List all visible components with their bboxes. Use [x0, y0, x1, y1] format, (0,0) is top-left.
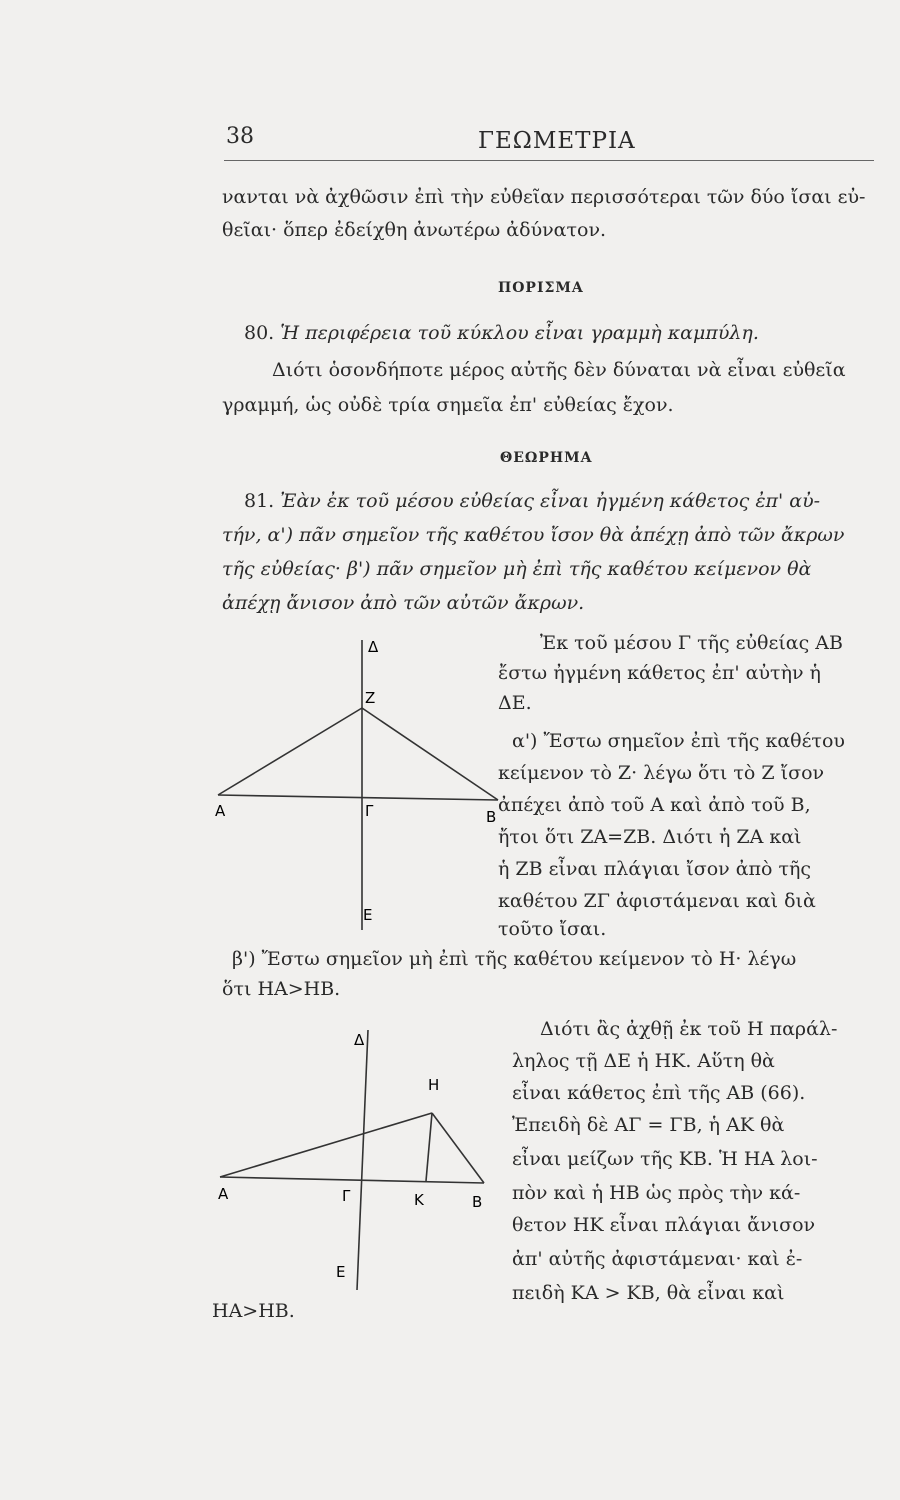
conclusion: ΗΑ>ΗΒ.: [212, 1300, 295, 1322]
fig2-label-B: B: [472, 1193, 483, 1211]
proof-a-line: ΔΕ.: [498, 692, 532, 714]
page-number: 38: [226, 124, 254, 149]
segment-HK: [426, 1113, 432, 1181]
figure-1: [200, 630, 510, 950]
segment-ZB: [362, 708, 498, 800]
proof-b-line: πειδὴ ΚΑ > ΚΒ, θὰ εἶναι καὶ: [512, 1282, 785, 1304]
fig2-label-E: E: [336, 1263, 346, 1281]
theorema-line-2: τήν, α') πᾶν σημεῖον τῆς καθέτου ἴσον θὰ ἀπέχῃ ἀπὸ τῶν ἄκρων: [222, 524, 845, 546]
porisma-statement: [244, 318, 759, 349]
porisma-heading: ΠΟΡΙΣΜΑ: [498, 280, 584, 296]
proof-a-line: α') Ἔστω σημεῖον ἐπὶ τῆς καθέτου: [512, 730, 845, 752]
porisma-line-1: Διότι ὁσονδήποτε μέρος αὐτῆς δὲν δύναται νὰ εἶναι εὐθεῖα: [272, 359, 846, 381]
theorema-text-1: Ἐὰν ἐκ τοῦ μέσου εὐθείας εἶναι ἠγμένη κάθετος ἐπ' αὐ-: [280, 490, 821, 512]
proof-a-line: ἤτοι ὅτι ΖΑ=ΖΒ. Διότι ἡ ΖΑ καὶ: [498, 826, 802, 848]
proof-b-line: Διότι ἂς ἀχθῇ ἐκ τοῦ Η παράλ-: [540, 1018, 838, 1040]
proof-b-line: πὸν καὶ ἡ ΗΒ ὡς πρὸς τὴν κά-: [512, 1182, 801, 1204]
fig2-label-G: Γ: [342, 1187, 351, 1205]
proof-b-line: Ἐπειδὴ δὲ ΑΓ = ΓΒ, ἡ ΑΚ θὰ: [512, 1114, 785, 1136]
theorema-number: 81.: [244, 490, 275, 512]
porisma-number: 80.: [244, 322, 275, 344]
proof-b-line: εἶναι κάθετος ἐπὶ τῆς ΑΒ (66).: [512, 1082, 806, 1104]
fig1-label-E: E: [363, 906, 373, 924]
proof-a-line: ἡ ΖΒ εἶναι πλάγιαι ἴσον ἀπὸ τῆς: [498, 858, 812, 880]
proof-b-intro-line-1: β') Ἔστω σημεῖον μὴ ἐπὶ τῆς καθέτου κείμενον τὸ Η· λέγω: [232, 948, 797, 970]
intro-line-2: θεῖαι· ὅπερ ἐδείχθη ἀνωτέρω ἀδύνατον.: [222, 219, 607, 241]
theorema-line-1: [244, 486, 820, 517]
proof-a-line: ἀπέχει ἀπὸ τοῦ Α καὶ ἀπὸ τοῦ Β,: [498, 794, 811, 816]
proof-a-line: Ἐκ τοῦ μέσου Γ τῆς εὐθείας ΑΒ: [540, 632, 843, 654]
fig2-label-D: Δ: [354, 1031, 365, 1049]
segment-ZA: [218, 708, 362, 795]
fig2-label-K: K: [414, 1191, 424, 1209]
theorema-line-3: τῆς εὐθείας· β') πᾶν σημεῖον μὴ ἐπὶ τῆς καθέτου κείμενον θὰ: [222, 558, 812, 580]
fig2-label-H: H: [428, 1076, 440, 1094]
segment-HB: [432, 1113, 484, 1183]
fig1-label-B: B: [486, 808, 497, 826]
segment-AB: [220, 1177, 484, 1183]
theorema-line-4: ἀπέχῃ ἄνισον ἀπὸ τῶν αὐτῶν ἄκρων.: [222, 592, 585, 614]
proof-a-line: καθέτου ΖΓ ἀφιστάμεναι καὶ διὰ: [498, 890, 816, 912]
proof-a-line: κείμενον τὸ Ζ· λέγω ὅτι τὸ Ζ ἴσον: [498, 762, 825, 784]
proof-b-line: εἶναι μείζων τῆς ΚΒ. Ἡ ΗΑ λοι-: [512, 1148, 818, 1170]
porisma-line-2: γραμμή, ὡς οὐδὲ τρία σημεῖα ἐπ' εὐθείας ἔχον.: [222, 394, 674, 416]
proof-a-line: τοῦτο ἴσαι.: [498, 918, 607, 940]
segment-AB: [218, 795, 498, 800]
intro-line-1: νανται νὰ ἀχθῶσιν ἐπὶ τὴν εὐθεῖαν περισσότεραι τῶν δύο ἴσαι εὐ-: [222, 186, 866, 208]
proof-b-line: ἀπ' αὐτῆς ἀφιστάμεναι· καὶ ἐ-: [512, 1248, 803, 1270]
fig1-label-G: Γ: [365, 802, 374, 820]
header-rule: [224, 160, 874, 161]
proof-b-intro-line-2: ὅτι ΗΑ>ΗΒ.: [222, 978, 341, 1000]
proof-b-line: ληλος τῇ ΔΕ ἡ ΗΚ. Αὕτη θὰ: [512, 1050, 775, 1072]
figure-2: [200, 1015, 500, 1310]
theorema-heading: ΘΕΩΡΗΜΑ: [500, 450, 593, 466]
running-title: ΓΕΩΜΕΤΡΙΑ: [478, 128, 636, 154]
porisma-text: Ἡ περιφέρεια τοῦ κύκλου εἶναι γραμμὴ καμπύλη.: [280, 322, 759, 344]
perpendicular-DE: [357, 1030, 368, 1290]
segment-HA: [220, 1113, 432, 1177]
fig1-label-D: Δ: [368, 638, 379, 656]
proof-b-line: θετον ΗΚ εἶναι πλάγιαι ἄνισον: [512, 1214, 816, 1236]
proof-a-line: ἔστω ἠγμένη κάθετος ἐπ' αὐτὴν ἡ: [498, 662, 821, 684]
fig1-label-Z: Z: [365, 689, 376, 707]
fig1-label-A: A: [215, 802, 226, 820]
fig2-label-A: A: [218, 1185, 229, 1203]
